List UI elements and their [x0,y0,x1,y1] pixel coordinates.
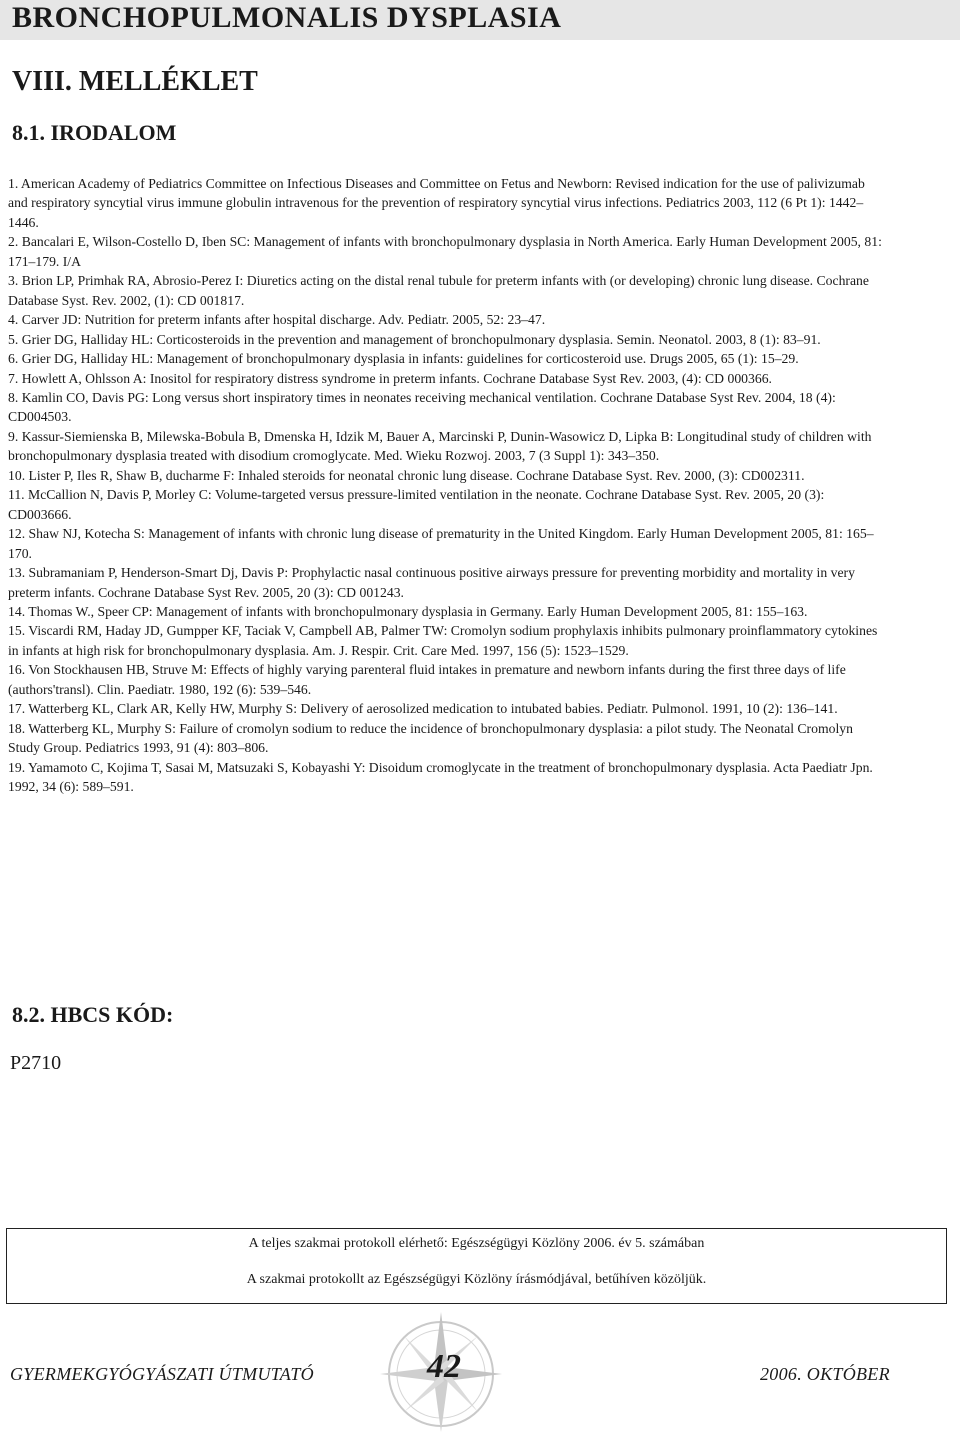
notice-line-orthography: A szakmai protokollt az Egészségügyi Közlöny írásmódjával, betűhíven közöljük. [246,1272,707,1287]
reference-item: 1. American Academy of Pediatrics Committee on Infectious Diseases and Committee on Fetus and Newborn: Revised indication for the use of palivizumab and respiratory syncytial virus immune globulin intravenous for the prevention of respiratory syncytial virus infections. Pediatrics 2003, 112 (6 Pt 1): 1442–1446. [8,176,865,230]
notice-box [6,1228,947,1304]
hbcs-code-value: P2710 [10,1052,62,1074]
section-heading: VIII. MELLÉKLET [12,66,258,97]
reference-item: 19. Yamamoto C, Kojima T, Sasai M, Matsuzaki S, Kobayashi Y: Disoidum cromoglycate in the treatment of bronchopulmonary dysplasia. Acta Paediatr Jpn. 1992, 34 (6): 589–591. [8,759,873,795]
reference-item: 18. Watterberg KL, Murphy S: Failure of cromolyn sodium to reduce the incidence of bronchopulmonary dysplasia: a pilot study. The Neonatal Cromolyn Study Group. Pediatrics 1993, 91 (4): 803–806. [8,720,853,756]
hbcs-code-heading [12,1002,173,1028]
reference-list [8,174,882,797]
reference-item: 12. Shaw NJ, Kotecha S: Management of infants with chronic lung disease of prematurity in the United Kingdom. Early Human Development 2005, 81: 165–170. [8,526,874,561]
reference-item: 4. Carver JD: Nutrition for preterm infants after hospital discharge. Adv. Pediatr. 2005, 52: 23–47. [8,312,546,328]
reference-item: 2. Bancalari E, Wilson-Costello D, Iben SC: Management of infants with bronchopulmonary dysplasia in North America. Early Human Development 2005, 81: 171–179. I/A [8,234,882,269]
reference-item: 7. Howlett A, Ohlsson A: Inositol for respiratory distress syndrome in preterm infants. Cochrane Database Syst Rev. 2003, (4): CD 000366. [8,370,772,386]
hbcs-heading-prefix: 8.2. HBCS [12,1002,111,1027]
footer-date: 2006. OKTÓBER [760,1364,890,1384]
page-number: 42 [427,1348,461,1385]
reference-item: 15. Viscardi RM, Haday JD, Gumpper KF, Taciak V, Campbell AB, Palmer TW: Cromolyn sodium prophylaxis inhibits pulmonary proinflammatory cytokines in infants at high risk for bronchopulmonary dysplasia. Am. J. Respir. Crit. Care Med. 1997, 156 (5): 1523–1529. [8,623,878,658]
reference-item: 10. Lister P, Iles R, Shaw B, ducharme F: Inhaled steroids for neonatal chronic lung disease. Cochrane Database Syst. Rev. 2000, (3): CD002311. [8,467,805,483]
notice-line-availability: A teljes szakmai protokoll elérhető: Egészségügyi Közlöny 2006. év 5. számában [248,1236,705,1251]
hbcs-heading-suffix: KÓD: [115,1002,174,1027]
reference-item: 8. Kamlin CO, Davis PG: Long versus short inspiratory times in neonates receiving mechanical ventilation. Cochrane Database Syst Rev. 2004, 18 (4): CD004503. [8,389,836,425]
reference-item: 13. Subramaniam P, Henderson-Smart Dj, Davis P: Prophylactic nasal continuous positive airways pressure for preventing morbidity and mortality in very preterm infants. Cochrane Database Syst Rev. 2005, 20 (3): CD 001243. [8,565,855,600]
reference-item: 6. Grier DG, Halliday HL: Management of bronchopulmonary dysplasia in infants: guidelines for corticosteroid use. Drugs 2005, 65 (1): 15–29. [8,351,799,367]
reference-item: 14. Thomas W., Speer CP: Management of infants with bronchopulmonary dysplasia in Germany. Early Human Development 2005, 81: 155–163. [8,603,808,619]
reference-item: 5. Grier DG, Halliday HL: Corticosteroids in the prevention and management of bronchopulmonary dysplasia. Semin. Neonatol. 2003, 8 (1): 83–91. [8,331,821,347]
reference-item: 9. Kassur-Siemienska B, Milewska-Bobula B, Dmenska H, Idzik M, Bauer A, Marcinski P, Dunin-Wasowicz D, Lipka B: Longitudinal study of children with bronchopulmonary dysplasia treated with disodium cromoglycate. Med. Wieku Rozwoj. 2003, 7 (3 Suppl 1): 343–350. [8,428,872,464]
document-title: BRONCHOPULMONALIS DYSPLASIA [12,1,562,34]
subsection-heading: 8.1. IRODALOM [12,120,177,145]
footer-publication: GYERMEKGYÓGYÁSZATI ÚTMUTATÓ [10,1364,314,1384]
reference-item: 3. Brion LP, Primhak RA, Abrosio-Perez I: Diuretics acting on the distal renal tubule for preterm infants with (or developing) chronic lung disease. Cochrane Database Syst. Rev. 2002, (1): CD 001817. [8,273,869,308]
reference-item: 16. Von Stockhausen HB, Struve M: Effects of highly varying parenteral fluid intakes in premature and newborn infants during the first three days of life (authors'transl). Clin. Paediatr. 1980, 192 (6): 539–546. [8,662,846,697]
reference-item: 17. Watterberg KL, Clark AR, Kelly HW, Murphy S: Delivery of aerosolized medication to intubated babies. Pediatr. Pulmonol. 1991, 10 (2): 136–141. [8,701,838,717]
reference-item: 11. McCallion N, Davis P, Morley C: Volume-targeted versus pressure-limited ventilation in the neonate. Cochrane Database Syst. Rev. 2005, 20 (3): CD003666. [8,487,825,522]
